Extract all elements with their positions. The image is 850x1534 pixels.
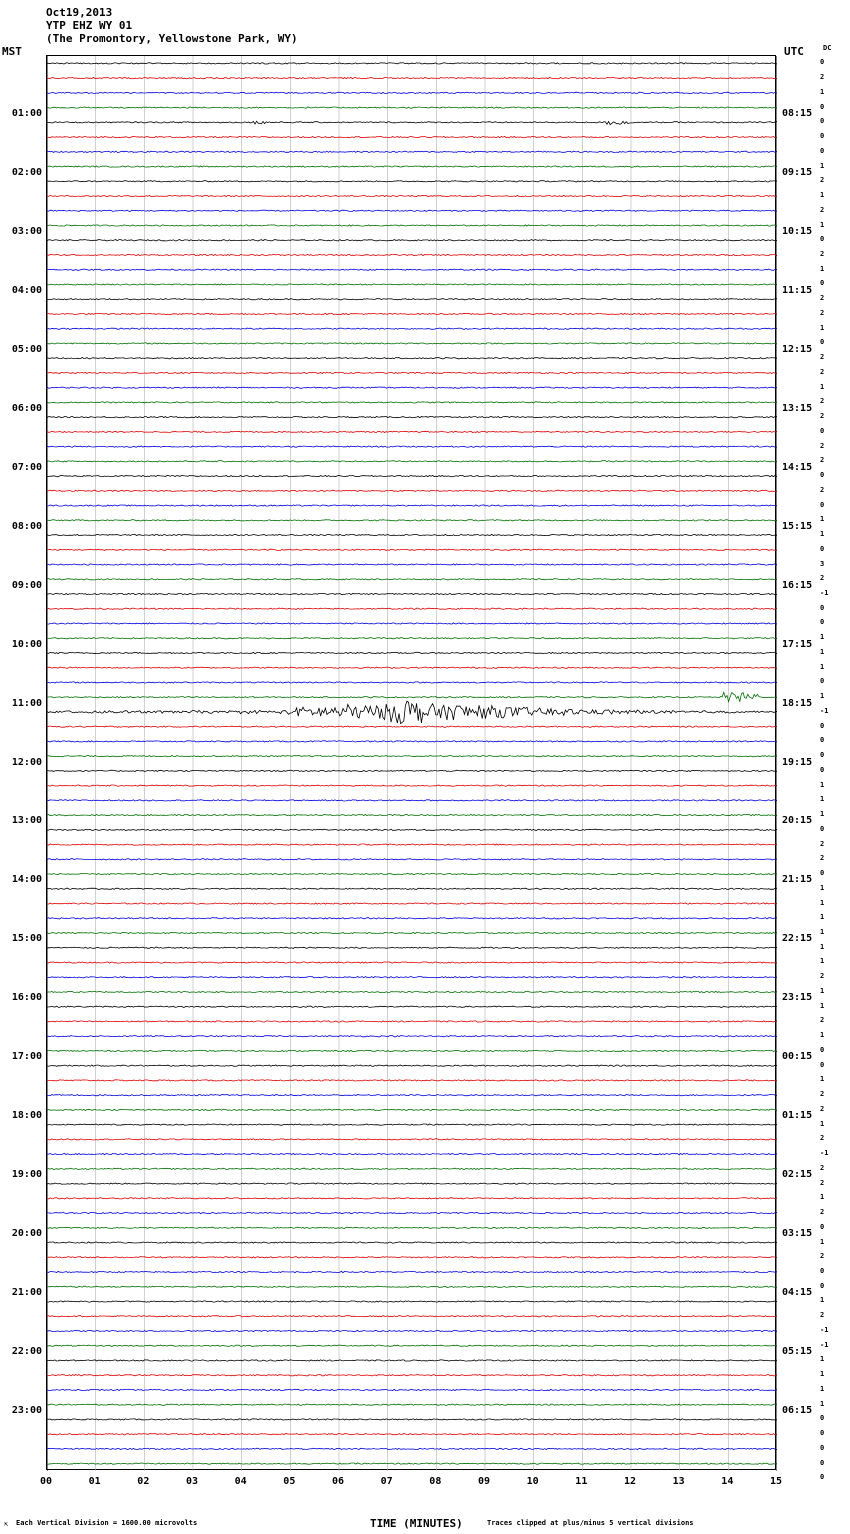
x-tick-label: 07 xyxy=(380,1476,393,1487)
dc-value: 3 xyxy=(820,559,825,568)
header-date: Oct19,2013 xyxy=(46,6,113,19)
footer-x-axis-title: TIME (MINUTES) xyxy=(370,1517,463,1530)
trace-line xyxy=(47,1271,777,1272)
scale-arrow-icon: ⇱ xyxy=(4,1520,9,1528)
left-time-tick: 15:00 xyxy=(11,933,42,945)
trace-line xyxy=(47,1006,777,1007)
left-time-tick: 18:00 xyxy=(11,1110,42,1122)
footer-clip-note: Traces clipped at plus/minus 5 vertical divisions xyxy=(487,1519,694,1527)
x-tick-label: 01 xyxy=(88,1476,101,1487)
left-time-tick: 02:00 xyxy=(11,166,42,178)
dc-value: 1 xyxy=(820,1296,825,1305)
trace-line xyxy=(47,1389,777,1390)
dc-value: 1 xyxy=(820,1031,825,1040)
dc-value: 2 xyxy=(820,441,825,450)
right-time-tick: 04:15 xyxy=(782,1287,813,1299)
dc-value: 1 xyxy=(820,795,825,804)
left-time-tick: 13:00 xyxy=(11,815,42,827)
dc-value: 2 xyxy=(820,1163,825,1172)
x-tick-label: 10 xyxy=(526,1476,539,1487)
dc-value: 2 xyxy=(820,397,825,406)
x-tick-label: 15 xyxy=(769,1476,783,1487)
dc-value: 2 xyxy=(820,854,825,863)
dc-value: 0 xyxy=(820,721,825,730)
left-time-tick: 22:00 xyxy=(11,1346,42,1358)
dc-value: -1 xyxy=(820,706,829,715)
axis-label-mst: MST xyxy=(2,45,22,58)
trace-line xyxy=(47,136,777,137)
trace-line xyxy=(47,1198,777,1199)
dc-value: 0 xyxy=(820,1473,825,1482)
x-tick-label: 09 xyxy=(477,1476,491,1487)
dc-value: 2 xyxy=(820,176,825,185)
trace-line xyxy=(47,254,777,255)
left-time-tick: 21:00 xyxy=(11,1287,42,1299)
trace-line xyxy=(47,800,777,801)
trace-line xyxy=(47,1419,777,1420)
trace-line xyxy=(47,299,777,300)
dc-value: 2 xyxy=(820,412,825,421)
dc-value: 2 xyxy=(820,574,825,583)
x-tick-label: 03 xyxy=(185,1476,199,1487)
left-time-tick: 08:00 xyxy=(11,520,42,532)
dc-value: 1 xyxy=(820,780,825,789)
dc-value: 0 xyxy=(820,102,825,111)
dc-value: 1 xyxy=(820,1384,825,1393)
trace-line xyxy=(47,1227,777,1228)
dc-value: 1 xyxy=(820,1355,825,1364)
trace-line xyxy=(47,947,777,948)
trace-line xyxy=(47,476,777,477)
dc-value: 1 xyxy=(820,323,825,332)
x-axis-ticks xyxy=(0,1476,850,1490)
dc-value: 0 xyxy=(820,1414,825,1423)
left-time-tick: 14:00 xyxy=(11,874,42,886)
header-block xyxy=(46,6,298,45)
x-tick-label: 00 xyxy=(39,1476,53,1487)
dc-value: -1 xyxy=(820,1149,829,1158)
x-tick-label: 02 xyxy=(137,1476,150,1487)
dc-value: 1 xyxy=(820,220,825,229)
dc-value: 1 xyxy=(820,161,825,170)
dc-value: 0 xyxy=(820,117,825,126)
right-time-tick: 03:15 xyxy=(782,1228,813,1240)
trace-line xyxy=(47,1154,777,1155)
trace-line xyxy=(47,549,777,550)
dc-value: 2 xyxy=(820,485,825,494)
dc-value: 1 xyxy=(820,1001,825,1010)
dc-value: 2 xyxy=(820,205,825,214)
trace-line xyxy=(47,701,777,723)
trace-line xyxy=(47,240,777,241)
trace-line xyxy=(47,859,777,860)
dc-value: 2 xyxy=(820,839,825,848)
dc-value: 1 xyxy=(820,191,825,200)
right-time-tick: 18:15 xyxy=(782,697,813,709)
trace-line xyxy=(47,1257,777,1258)
left-time-tick: 17:00 xyxy=(11,1051,42,1063)
trace-line xyxy=(47,328,777,329)
dc-value: 1 xyxy=(820,692,825,701)
dc-value: 0 xyxy=(820,1060,825,1069)
right-time-tick: 00:15 xyxy=(782,1051,813,1063)
dc-value: 2 xyxy=(820,1178,825,1187)
trace-line xyxy=(47,1375,777,1376)
trace-line xyxy=(47,593,777,594)
trace-line xyxy=(47,1404,777,1405)
left-time-tick: 01:00 xyxy=(11,107,42,119)
left-time-tick: 03:00 xyxy=(11,225,42,237)
trace-line xyxy=(47,63,777,64)
x-tick-label: 11 xyxy=(575,1476,588,1487)
dc-value: 2 xyxy=(820,1208,825,1217)
trace-line xyxy=(47,372,777,373)
helicorder-plot xyxy=(46,55,776,1470)
dc-value: 1 xyxy=(820,1193,825,1202)
left-time-tick: 09:00 xyxy=(11,579,42,591)
dc-value: 2 xyxy=(820,1016,825,1025)
trace-line xyxy=(47,417,777,418)
trace-line xyxy=(47,446,777,447)
trace-line xyxy=(47,844,777,845)
trace-line xyxy=(47,638,777,639)
trace-line xyxy=(47,1183,777,1184)
trace-line xyxy=(47,1360,777,1361)
right-time-tick: 09:15 xyxy=(782,166,813,178)
trace-line xyxy=(47,505,777,506)
dc-value: 1 xyxy=(820,1399,825,1408)
dc-value: 0 xyxy=(820,677,825,686)
trace-line xyxy=(47,1095,777,1096)
dc-value: 1 xyxy=(820,647,825,656)
trace-line xyxy=(47,358,777,359)
trace-line xyxy=(47,461,777,462)
trace-line xyxy=(47,343,777,344)
trace-line xyxy=(47,1242,777,1243)
dc-value: 1 xyxy=(820,957,825,966)
dc-value: 1 xyxy=(820,928,825,936)
dc-value: 0 xyxy=(820,471,825,480)
trace-line xyxy=(47,932,777,933)
trace-line xyxy=(47,1065,777,1066)
right-time-tick: 17:15 xyxy=(782,638,813,650)
dc-value: 1 xyxy=(820,264,825,273)
trace-line xyxy=(47,564,777,565)
trace-line xyxy=(47,225,777,226)
trace-line xyxy=(47,269,777,270)
trace-line xyxy=(47,1021,777,1022)
dc-value: 0 xyxy=(820,751,825,760)
dc-value: 0 xyxy=(820,603,825,612)
dc-value: 1 xyxy=(820,898,825,907)
trace-line xyxy=(47,181,777,182)
dc-value: 1 xyxy=(820,87,825,96)
dc-value: 0 xyxy=(820,500,825,509)
trace-line xyxy=(47,918,777,919)
dc-value: 2 xyxy=(820,249,825,258)
dc-value: 1 xyxy=(820,1119,825,1128)
right-time-tick: 23:15 xyxy=(782,992,813,1004)
dc-value: 2 xyxy=(820,1311,825,1320)
right-time-tick: 14:15 xyxy=(782,461,813,473)
trace-line xyxy=(47,1330,777,1331)
dc-value: 1 xyxy=(820,382,825,391)
right-time-tick: 05:15 xyxy=(782,1346,813,1358)
dc-value: 2 xyxy=(820,1104,825,1113)
right-time-tick: 11:15 xyxy=(782,284,813,296)
dc-value: 0 xyxy=(820,426,825,435)
dc-value: 0 xyxy=(820,736,825,745)
dc-value: 0 xyxy=(820,146,825,155)
dc-value: 0 xyxy=(820,58,825,67)
left-time-tick: 11:00 xyxy=(11,697,42,709)
trace-line xyxy=(47,579,777,580)
dc-value: 1 xyxy=(820,662,825,671)
trace-line xyxy=(47,1301,777,1302)
dc-value: 0 xyxy=(820,1443,825,1452)
trace-line xyxy=(47,1463,777,1464)
dc-value: 0 xyxy=(820,132,825,141)
trace-line xyxy=(47,210,777,211)
dc-value: 2 xyxy=(820,1252,825,1261)
dc-value: 0 xyxy=(820,544,825,553)
trace-line xyxy=(47,78,777,79)
dc-value: 2 xyxy=(820,308,825,317)
dc-value: 1 xyxy=(820,883,825,892)
right-time-tick: 20:15 xyxy=(782,815,813,827)
trace-line xyxy=(47,888,777,889)
header-station: YTP EHZ WY 01 xyxy=(46,19,133,32)
trace-line xyxy=(47,977,777,978)
trace-line xyxy=(47,991,777,992)
trace-line xyxy=(47,873,777,874)
trace-line xyxy=(47,195,777,196)
trace-line xyxy=(47,166,777,167)
x-tick-label: 05 xyxy=(283,1476,296,1487)
trace-line xyxy=(47,1036,777,1037)
trace-line xyxy=(47,1050,777,1051)
trace-line xyxy=(47,608,777,609)
right-time-tick: 06:15 xyxy=(782,1405,813,1417)
right-time-tick: 01:15 xyxy=(782,1110,813,1122)
left-time-tick: 16:00 xyxy=(11,992,42,1004)
trace-line xyxy=(47,1212,777,1213)
left-time-tick: 05:00 xyxy=(11,343,42,355)
trace-line xyxy=(47,121,777,124)
trace-line xyxy=(47,402,777,403)
trace-line xyxy=(47,1286,777,1287)
dc-value: 0 xyxy=(820,824,825,833)
trace-line xyxy=(47,1139,777,1140)
x-tick-label: 14 xyxy=(721,1476,734,1487)
dc-value: 1 xyxy=(820,1075,825,1084)
left-time-tick: 23:00 xyxy=(11,1405,42,1417)
right-time-tick: 22:15 xyxy=(782,933,813,945)
x-tick-label: 06 xyxy=(331,1476,345,1487)
x-tick-label: 08 xyxy=(429,1476,442,1487)
trace-line xyxy=(47,1448,777,1449)
header-location: (The Promontory, Yellowstone Park, WY) xyxy=(46,32,298,45)
trace-line xyxy=(47,520,777,521)
trace-line xyxy=(47,313,777,314)
x-tick-label: 13 xyxy=(672,1476,685,1487)
trace-line xyxy=(47,534,777,535)
trace-line xyxy=(47,1345,777,1346)
trace-line xyxy=(47,623,777,624)
dc-value: 2 xyxy=(820,367,825,376)
left-time-tick: 10:00 xyxy=(11,638,42,650)
dc-value: 1 xyxy=(820,1237,825,1246)
dc-value: 0 xyxy=(820,1429,825,1438)
dc-value: 1 xyxy=(820,942,825,951)
left-time-tick: 12:00 xyxy=(11,756,42,768)
right-time-tick: 12:15 xyxy=(782,343,813,355)
dc-value: 0 xyxy=(820,1458,825,1467)
trace-line xyxy=(47,962,777,963)
dc-value: 1 xyxy=(820,913,825,922)
trace-line xyxy=(47,652,777,653)
dc-value: 2 xyxy=(820,294,825,303)
dc-value: 0 xyxy=(820,765,825,774)
dc-value: 2 xyxy=(820,1134,825,1143)
dc-value: 2 xyxy=(820,456,825,465)
dc-value: 0 xyxy=(820,1281,825,1290)
trace-line xyxy=(47,903,777,904)
trace-line xyxy=(47,1124,777,1125)
trace-line xyxy=(47,490,777,491)
dc-value: 0 xyxy=(820,1267,825,1276)
dc-value: 2 xyxy=(820,353,825,362)
dc-value: -1 xyxy=(820,1340,829,1349)
dc-value: 0 xyxy=(820,869,825,878)
dc-value: 0 xyxy=(820,1222,825,1231)
right-time-tick: 15:15 xyxy=(782,520,813,532)
axis-label-utc: UTC xyxy=(784,45,804,58)
dc-value: -1 xyxy=(820,1325,829,1334)
dc-value: 0 xyxy=(820,279,825,288)
trace-line xyxy=(47,431,777,432)
left-time-tick: 07:00 xyxy=(11,461,42,473)
right-time-tick: 19:15 xyxy=(782,756,813,768)
right-time-tick: 21:15 xyxy=(782,874,813,886)
trace-line xyxy=(47,756,777,757)
dc-value: 2 xyxy=(820,73,825,82)
dc-value: 1 xyxy=(820,515,825,524)
dc-value: 0 xyxy=(820,618,825,627)
trace-line xyxy=(47,1080,777,1081)
right-time-tick: 10:15 xyxy=(782,225,813,237)
trace-line xyxy=(47,107,777,108)
dc-value: 0 xyxy=(820,1045,825,1054)
x-tick-label: 04 xyxy=(234,1476,247,1487)
trace-line xyxy=(47,815,777,816)
axis-label-dc: DC xyxy=(823,44,832,52)
right-time-tick: 16:15 xyxy=(782,579,813,591)
x-tick-label: 12 xyxy=(623,1476,637,1487)
left-time-tick: 06:00 xyxy=(11,402,42,414)
dc-value: 1 xyxy=(820,986,825,995)
trace-line xyxy=(47,682,777,683)
trace-line xyxy=(47,667,777,668)
left-time-tick: 20:00 xyxy=(11,1228,42,1240)
right-time-tick: 08:15 xyxy=(782,107,813,119)
trace-line xyxy=(47,1434,777,1435)
dc-value: -1 xyxy=(820,588,829,597)
dc-value: 1 xyxy=(820,633,825,642)
trace-line xyxy=(47,785,777,786)
trace-line xyxy=(47,1316,777,1317)
dc-value: 0 xyxy=(820,235,825,244)
dc-value: 0 xyxy=(820,338,825,347)
trace-line xyxy=(47,692,777,701)
dc-value: 1 xyxy=(820,530,825,539)
left-time-tick: 04:00 xyxy=(11,284,42,296)
dc-value: 1 xyxy=(820,810,825,819)
right-time-tick: 02:15 xyxy=(782,1169,813,1181)
trace-line xyxy=(47,151,777,152)
trace-line xyxy=(47,770,777,771)
dc-value: 1 xyxy=(820,1370,825,1379)
trace-line xyxy=(47,284,777,285)
trace-line xyxy=(47,1168,777,1169)
footer-scale-note: Each Vertical Division = 1600.00 microvolts xyxy=(16,1519,198,1527)
dc-value: 2 xyxy=(820,972,825,981)
trace-line xyxy=(47,92,777,93)
trace-line xyxy=(47,741,777,742)
trace-line xyxy=(47,829,777,830)
right-time-tick: 13:15 xyxy=(782,402,813,414)
trace-line xyxy=(47,387,777,388)
dc-value: 2 xyxy=(820,1090,825,1099)
trace-line xyxy=(47,726,777,727)
trace-line xyxy=(47,1109,777,1110)
left-time-tick: 19:00 xyxy=(11,1169,42,1181)
